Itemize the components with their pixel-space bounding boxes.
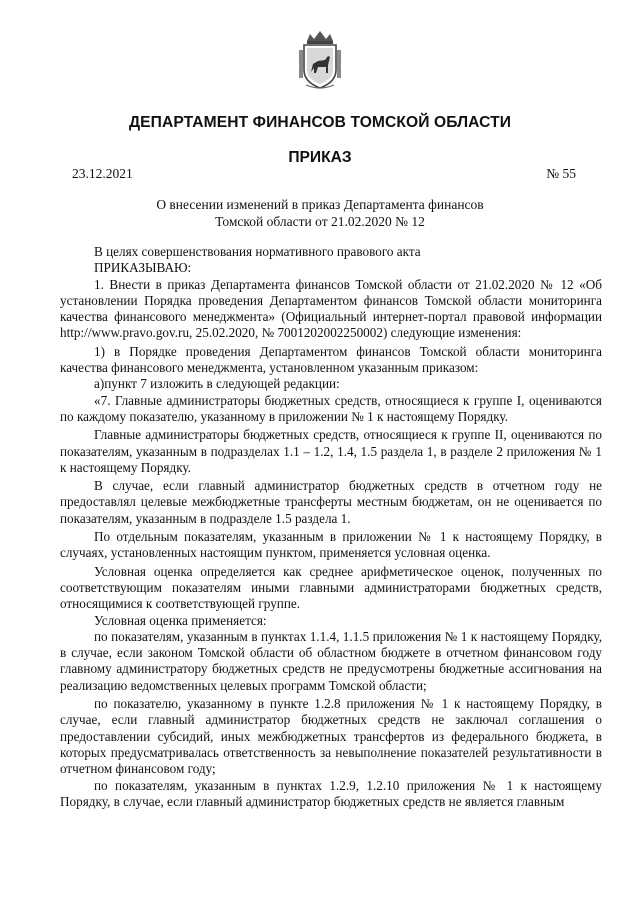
order-body (60, 244, 602, 810)
body-paragraph: Главные администраторы бюджетных средств, относящиеся к группе II, оцениваются по показателям, указанным в подразделах 1.1 – 1.2, 1.4, 1.5 раздела 1, в разделе 2 приложения № 1 к настоящему Порядку. (60, 427, 602, 475)
body-paragraph: ПРИКАЗЫВАЮ: (94, 260, 192, 276)
body-paragraph: 1. Внести в приказ Департамента финансов Томской области от 21.02.2020 № 12 «Об установлении Порядка проведения Департаментом финансов Томской области мониторинга качества финансового менеджмента» (Официальный интернет-портал правовой информации http://www.pravo.gov.ru, 25.02.2020, № 7001202002250002) следующие изменения: (60, 276, 602, 341)
body-paragraph: Условная оценка определяется как среднее арифметическое оценок, полученных по соответствующим показателям иными главными администраторами бюджетных средств, относящимися к соответствующей группе. (60, 563, 602, 612)
body-paragraph: «7. Главные администраторы бюджетных средств, относящиеся к группе I, оцениваются по каждому показателю, указанному в приложении № 1 к настоящему Порядку. (60, 392, 602, 424)
subject-line: О внесении изменений в приказ Департамента финансов (156, 197, 484, 212)
order-subject (100, 197, 540, 230)
order-number: № 55 (546, 166, 576, 181)
department-title: ДЕПАРТАМЕНТ ФИНАНСОВ ТОМСКОЙ ОБЛАСТИ (128, 114, 512, 131)
body-paragraph: В случае, если главный администратор бюджетных средств в отчетном году не предоставлял целевые межбюджетные трансферты местным бюджетам, он не оценивается по показателям, указанным в подразделе 1.5 раздела 1. (60, 478, 602, 526)
order-date: 23.12.2021 (72, 166, 133, 181)
subject-line: Томской области от 21.02.2020 № 12 (215, 213, 425, 229)
body-paragraph: В целях совершенствования нормативного правового акта (94, 244, 421, 259)
body-paragraph: по показателю, указанному в пункте 1.2.8 приложения № 1 к настоящему Порядку, в случае, если главный администратор бюджетных средств не заключал соглашения о предоставлении субсидий, иных межбюджетных трансфертов из федерального бюджета, в которых предусматривалась ответственность за невыполнение показателей результативности в отчетном финансовом году; (60, 696, 602, 777)
body-paragraph: 1) в Порядке проведения Департаментом финансов Томской области мониторинга качества финансового менеджмента, установленном указанным приказом: (60, 343, 602, 376)
document-type-title: ПРИКАЗ (288, 149, 352, 166)
body-paragraph: Условная оценка применяется: (94, 612, 267, 628)
body-paragraph: по показателям, указанным в пунктах 1.1.4, 1.1.5 приложения № 1 к настоящему Порядку, в случае, если законом Томской области об областном бюджете в отчетном финансовом году главному администратору бюджетных средств не предусмотрены бюджетные ассигнования на реализацию ведомственных целевых программ Томской области; (60, 628, 602, 693)
body-paragraph: по показателям, указанным в пунктах 1.2.9, 1.2.10 приложения № 1 к настоящему Порядку, в случае, если главный администратор бюджетных средств не является главным (60, 777, 602, 809)
tomsk-coat-of-arms-emblem (298, 28, 342, 90)
body-paragraph: а)пункт 7 изложить в следующей редакции: (94, 376, 340, 392)
body-paragraph: По отдельным показателям, указанным в приложении № 1 к настоящему Порядку, в случаях, установленных настоящим пунктом, применяется условная оценка. (60, 529, 602, 561)
